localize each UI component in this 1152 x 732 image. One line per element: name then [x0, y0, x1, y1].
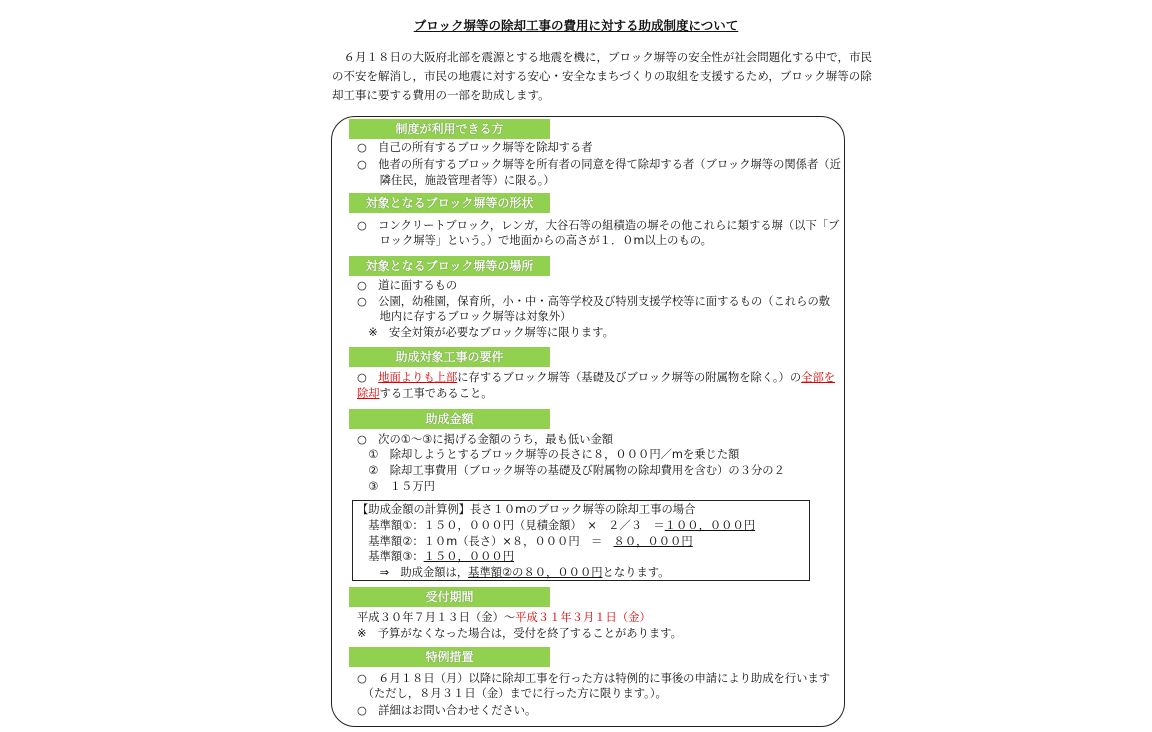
intro-line: 却工事に要する費用の一部を助成します。: [332, 88, 550, 102]
amount-line: ② 除却工事費用（ブロック塀等の基礎及び附属物の除却費用を含む）の３分の２: [357, 464, 785, 477]
place-line: ○ 公園，幼稚園，保育所，小・中・高等学校及び特別支援学校等に面するもの（これらの敷: [357, 295, 831, 308]
eligible-line: ○ 自己の所有するブロック塀等を除却する者: [357, 141, 593, 154]
requirement-line: 除却する工事であること。: [357, 387, 493, 400]
heading-eligible: 制度が利用できる方: [349, 119, 550, 139]
place-note: ※ 安全対策が必要なブロック塀等に限ります。: [357, 326, 614, 339]
heading-period: 受付期間: [349, 587, 550, 607]
calc-line: 基準額②：１０m（長さ）×８，０００円 ＝ ８０，０００円: [357, 535, 693, 548]
heading-special: 特例措置: [349, 647, 550, 667]
calc-result: ⇒ 助成金額は，基準額②の８０，０００円となります。: [357, 566, 670, 579]
place-line: 地内に存するブロック塀等は対象外）: [357, 310, 572, 323]
intro-line: の不安を解消し，市民の地震に対する安心・安全なまちづくりの取組を支援するため，ブロック塀等の除: [332, 69, 872, 83]
eligible-line: ○ 他者の所有するブロック塀等を所有者の同意を得て除却する者（ブロック塀等の関係者（近: [357, 158, 841, 171]
eligible-line: 隣住民，施設管理者等）に限る。）: [357, 174, 555, 187]
amount-line: ○ 次の①～③に掲げる金額のうち，最も低い金額: [357, 433, 614, 446]
period-end-date: 平成３１年３月１日（金）: [515, 611, 651, 624]
requirement-line: ○ 地面よりも上部に存するブロック塀等（基礎及びブロック塀等の附属物を除く。）の全部を: [357, 371, 836, 384]
special-line: ○ 詳細はお問い合わせください。: [357, 704, 537, 717]
special-line: ○ ６月１８日（月）以降に除却工事を行った方は特例的に事後の申請により助成を行います: [357, 672, 831, 685]
heading-amount: 助成金額: [349, 409, 550, 429]
calc-line: 基準額①：１５０，０００円（見積金額） × ２／３ ＝１００，０００円: [357, 519, 756, 532]
heading-shape: 対象となるブロック塀等の形状: [349, 193, 550, 213]
shape-line: ○ コンクリートブロック，レンガ，大谷石等の組積造の塀その他これらに類する塀（以下「ブ: [357, 219, 840, 232]
period-note: ※ 予算がなくなった場合は，受付を終了することがあります。: [357, 627, 682, 640]
emphasis-above-ground: 地面よりも上部: [378, 371, 458, 384]
emphasis-removal: 除却: [357, 387, 380, 400]
emphasis-all: 全部を: [801, 371, 836, 384]
intro-line: ６月１８日の大阪府北部を震源とする地震を機に，ブロック塀等の安全性が社会問題化する中で，市民: [332, 50, 873, 64]
amount-line: ③ １５万円: [357, 480, 435, 493]
place-line: ○ 道に面するもの: [357, 279, 458, 292]
page-title: ブロック塀等の除却工事の費用に対する助成制度について: [413, 18, 739, 33]
period-line: 平成３０年７月１３日（金）～平成３１年３月１日（金）: [357, 611, 651, 624]
intro-paragraph: [332, 48, 873, 105]
calc-title: 【助成金額の計算例】長さ１０mのブロック塀等の除却工事の場合: [357, 503, 696, 516]
heading-place: 対象となるブロック塀等の場所: [349, 256, 550, 276]
shape-line: ロック塀等」という。）で地面からの高さが１．０m以上のもの。: [357, 234, 712, 247]
amount-line: ① 除却しようとするブロック塀等の長さに８，０００円／mを乗じた額: [357, 448, 740, 461]
special-line: （ただし，８月３１日（金）までに行った方に限ります。）。: [357, 687, 667, 700]
calc-line: 基準額③：１５０，０００円: [357, 550, 515, 563]
heading-requirement: 助成対象工事の要件: [349, 347, 550, 367]
